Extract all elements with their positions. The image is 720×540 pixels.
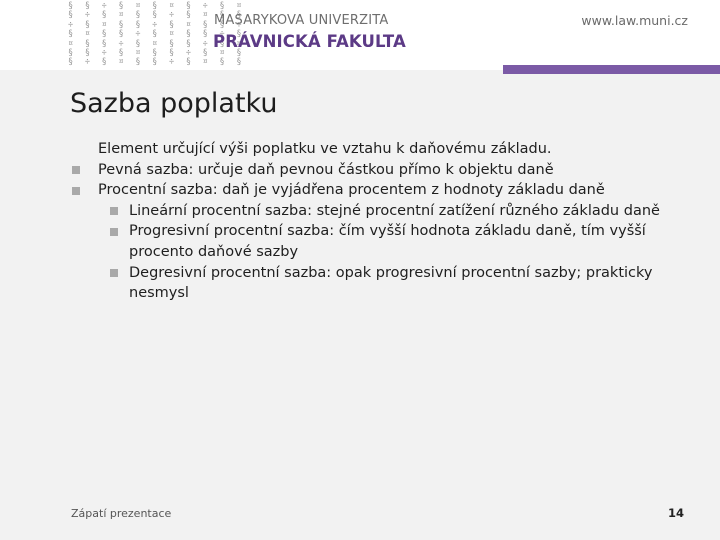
footer-text: Zápatí prezentace [71, 507, 172, 520]
header-bar [0, 0, 720, 70]
bullet-text: Pevná sazba: určuje daň pevnou částkou přímo k objektu daně [98, 161, 554, 178]
bullet-fixed-rate [72, 160, 702, 181]
subbullet-degressive-rate [72, 263, 702, 304]
square-bullet-icon [110, 269, 118, 277]
bullet-text: Degresivní procentní sazba: opak progresivní procentní sazby; prakticky nesmysl [129, 264, 653, 302]
bullet-text: Progresivní procentní sazba: čím vyšší hodnota základu daně, tím vyšší procento daňové sazby [129, 223, 646, 260]
slide-title: Sazba poplatku [70, 88, 278, 119]
square-bullet-icon [110, 207, 118, 215]
subbullet-linear-rate [72, 201, 702, 222]
muni-logo-icon: § § ÷ § ¤ § ¤ § ÷ § ¤ § ÷ § ¤ § § ÷ § ¤ § § ÷ § ¤ § § ÷ § ¤ § § ÷ § ¤ § § ÷ § ¤ § § ÷ § ¤ § § ÷ § ¤ § § ÷ § ¤ § § ÷ § ¤ § § ÷ § ¤ § § ÷ § ¤ § § ÷ § ¤ § § [68, 1, 245, 68]
subbullet-progressive-rate [72, 221, 702, 262]
intro-text: Element určující výši poplatku ve vztahu k daňovému základu. [98, 141, 552, 157]
bullet-percentage-rate [72, 180, 702, 201]
university-name: MASARYKOVA UNIVERZITA [214, 13, 389, 28]
square-bullet-icon [72, 166, 80, 174]
slide-content [72, 139, 702, 304]
bullet-text: Procentní sazba: daň je vyjádřena procentem z hodnoty základu daně [98, 182, 605, 199]
faculty-name: PRÁVNICKÁ FAKULTA [213, 32, 406, 51]
bullet-text: Lineární procentní sazba: stejné procentní zatížení různého základu daně [129, 202, 660, 219]
square-bullet-icon [72, 187, 80, 195]
square-bullet-icon [110, 228, 118, 236]
page-number: 14 [667, 506, 684, 520]
website-url: www.law.muni.cz [581, 13, 688, 28]
accent-bar [503, 65, 720, 74]
intro-paragraph [72, 139, 702, 160]
